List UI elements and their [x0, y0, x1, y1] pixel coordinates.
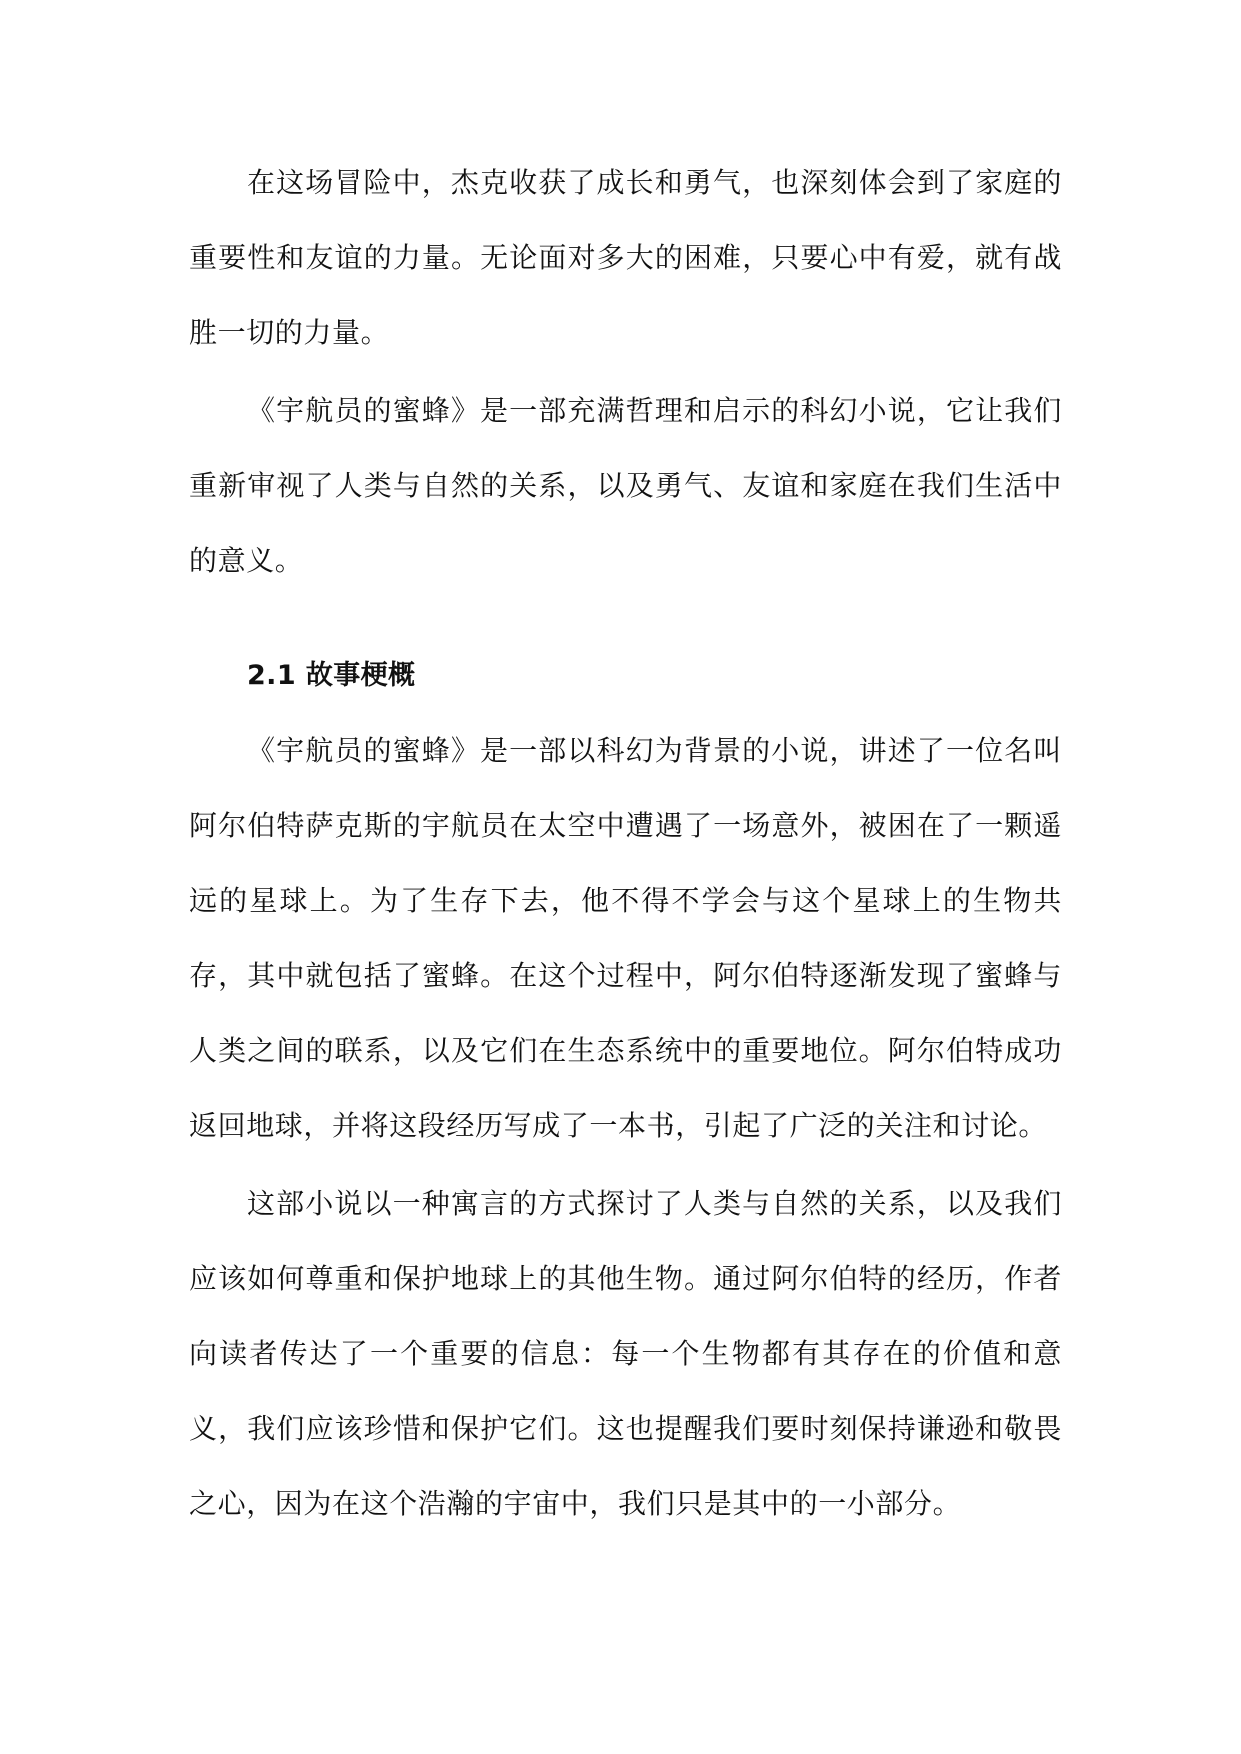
- document-body: [189, 145, 1062, 1544]
- paragraph-book-meaning: 《宇航员的蜜蜂》是一部充满哲理和启示的科幻小说，它让我们重新审视了人类与自然的关系，以及勇气、友谊和家庭在我们生活中的意义。: [189, 394, 1062, 577]
- paragraph-story-synopsis: 《宇航员的蜜蜂》是一部以科幻为背景的小说，讲述了一位名叫阿尔伯特萨克斯的宇航员在太空中遭遇了一场意外，被困在了一颗遥远的星球上。为了生存下去，他不得不学会与这个星球上的生物共存，其中就包括了蜜蜂。在这个过程中，阿尔伯特逐渐发现了蜜蜂与人类之间的联系，以及它们在生态系统中的重要地位。阿尔伯特成功返回地球，并将这段经历写成了一本书，引起了广泛的关注和讨论。: [189, 734, 1062, 1142]
- paragraph-story-theme: 这部小说以一种寓言的方式探讨了人类与自然的关系，以及我们应该如何尊重和保护地球上的其他生物。通过阿尔伯特的经历，作者向读者传达了一个重要的信息：每一个生物都有其存在的价值和意义，我们应该珍惜和保护它们。这也提醒我们要时刻保持谦逊和敬畏之心，因为在这个浩瀚的宇宙中，我们只是其中的一小部分。: [189, 1187, 1062, 1520]
- section-heading: 2.1 故事梗概: [247, 660, 416, 691]
- paragraph-adventure-summary: 在这场冒险中，杰克收获了成长和勇气，也深刻体会到了家庭的重要性和友谊的力量。无论面对多大的困难，只要心中有爱，就有战胜一切的力量。: [189, 166, 1062, 349]
